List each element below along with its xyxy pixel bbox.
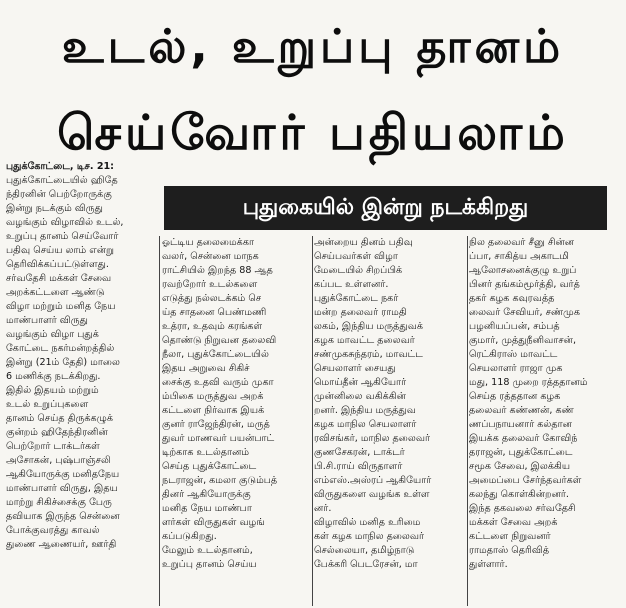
- article-line: ரவற்றோர் உடல்களை: [162, 279, 258, 290]
- article-line: விழாவில் மனித உரிமை: [314, 517, 421, 528]
- article-line: லைவர் சேவியர், சண்முக: [469, 307, 580, 318]
- article-line: மது, 118 முறை ரத்ததானம்: [469, 377, 588, 388]
- article-line: சண்முகசுந்தரம், மாவட்ட: [314, 349, 423, 360]
- article-line: தகர் கழக கவுரவத்த: [469, 293, 555, 304]
- article-line: கப்பட உள்ளனர்.: [314, 279, 389, 290]
- article-line: உத்ரா, உதவும் கரங்கள்: [162, 321, 263, 332]
- article-line: 6 மணிக்கு நடக்கிறது.: [6, 371, 101, 382]
- column-divider: [467, 236, 468, 606]
- article-line: பழனியப்பன், சம்பத்: [469, 321, 560, 332]
- article-line: தொண்டு நிறுவன தலைவி: [162, 335, 277, 346]
- headline-line-2: செய்வோர் பதியலாம்: [57, 105, 569, 161]
- article-line: நில தலைவர் சீனு சின்ன: [469, 237, 575, 248]
- article-line: ஆகியோருக்கு மனிதநேய: [6, 469, 120, 480]
- article-column-4: [469, 236, 621, 606]
- article-line: றனர். இந்திய மருத்துவ: [314, 405, 416, 416]
- article-line: எடுத்து நல்லடக்கம் செ: [162, 293, 262, 304]
- article-line: புதுக்கோட்டையில் ஹிதே: [6, 175, 118, 186]
- article-line: வழங்கும் விழாவில் உடல்,: [6, 217, 124, 228]
- article-line: உறுப்பு தானம் செய்ய: [162, 559, 257, 570]
- article-line: வலர், சென்னை மாநக: [162, 251, 259, 262]
- article-line: குணசேகரன், டாக்டர்: [314, 447, 405, 458]
- article-line: துள்ளார்.: [469, 559, 508, 570]
- article-line: செயலாளர் ராஜா முக: [469, 363, 563, 374]
- article-line: ரெட்கிராஸ் மாவட்ட: [469, 349, 558, 360]
- article-line: அமைப்பை சேர்ந்தவர்கள்: [469, 475, 582, 486]
- article-line: புதுக்கோட்டை நகர்: [314, 293, 399, 304]
- article-line: கட்டளை நிறுவனர்: [469, 531, 551, 542]
- article-line: தலைவர் கண்ணன், கண்: [469, 405, 574, 416]
- article-line: நடராஜன், கமலா குடும்பத்: [162, 475, 278, 486]
- article-line: செய்த புதுக்கோட்டை: [162, 461, 257, 472]
- column-divider: [312, 236, 313, 606]
- article-line: செல்லையா, தமிழ்நாடு: [314, 545, 415, 556]
- article-line: செய்த ரத்ததான கழக: [469, 391, 561, 402]
- article-line: ராமதாஸ் தெரிவித்: [469, 545, 550, 556]
- article-line: நீலா, புதுக்கோட்டையில்: [162, 349, 269, 360]
- article-line: பினர் தங்கம்மூர்த்தி, வர்த்: [469, 279, 580, 290]
- article-line: கழக மாநில செயலாளர்: [314, 419, 417, 430]
- article-line: போக்குவரத்து காவல்: [6, 525, 100, 536]
- article-line: டிற்காக உடல்தானம்: [162, 447, 250, 458]
- article-line: ஓட்டிய தலைமைக்கா: [162, 237, 254, 248]
- article-line: இதய அறுவை சிகிச்: [162, 363, 250, 374]
- article-line: ணப்பநாயனார் கல்தான: [469, 419, 572, 430]
- article-column-2: [162, 236, 310, 606]
- article-line: அசோகன், புஷ்பாஞ்சலி: [6, 455, 111, 466]
- article-line: ளர்கள் விருதுகள் வழங்: [162, 517, 265, 528]
- article-line: பெற்றோர் டாக்டர்கள்: [6, 441, 100, 452]
- article-line: இயக்க தலைவர் கோவிந்: [469, 433, 578, 444]
- headline-line-1: உடல், உறுப்பு தானம்: [61, 19, 565, 73]
- article-line: தெரிவிக்கப்பட்டுள்ளது.: [6, 259, 109, 270]
- article-line: ராட்சியில் இறந்த 88 ஆத: [162, 265, 273, 276]
- article-line: கழக மாவட்ட தலைவர்: [314, 335, 415, 346]
- article-line: தராஜன், புதுக்கோட்டை: [469, 447, 573, 458]
- article-line: சர்வதேசி மக்கள் சேவை: [6, 273, 112, 284]
- article-line: கோட்டை நகர்மன்றத்தில்: [6, 343, 115, 354]
- article-line: முன்னிலை வகிக்கின்: [314, 391, 406, 402]
- article-line: கப்படுகிறது.: [162, 531, 217, 542]
- article-line: துவர் மாணவர் பயன்பாட்: [162, 433, 275, 444]
- article-line: லகம், இந்திய மருத்துவக்: [314, 321, 424, 332]
- article-line: மன்ற தலைவர் ராமதி: [314, 307, 407, 318]
- article-line: செய்பவர்கள் விழா: [314, 251, 398, 262]
- article-line: சமூக சேவை, இலக்கிய: [469, 461, 571, 472]
- article-line: தினர் ஆகியோருக்கு: [162, 489, 251, 500]
- article-line: விழா மற்றும் மனித நேய: [6, 301, 116, 312]
- article-line: புதுக்கோட்டை, டிச. 21:: [6, 161, 115, 172]
- article-line: ரவிசங்கர், மாநில தலைவர்: [314, 433, 431, 444]
- article-line: கள் கழக மாநில தலைவர்: [314, 531, 425, 542]
- article-column-1: [6, 160, 158, 605]
- subheadline-banner: புதுகையில் இன்று நடக்கிறது: [164, 186, 607, 230]
- article-line: மேலும் உடல்தானம்,: [162, 545, 253, 556]
- article-line: பதிவு செய்ய லாம் என்று: [6, 245, 115, 256]
- article-line: உடல் உறுப்புகளை: [6, 399, 89, 410]
- article-line: துணை ஆணையர், ஊர்தி: [6, 539, 117, 550]
- article-line: மொய்தீன் ஆகியோர்: [314, 377, 407, 388]
- article-line: இன்று நடக்கும் விருது: [6, 203, 103, 214]
- article-line: இன்று (21ம் தேதி) மாலை: [6, 357, 120, 368]
- article-line: மனித நேய மாண்பா: [162, 503, 252, 514]
- article-column-3: [314, 236, 466, 606]
- article-line: செயலாளர் சையது: [314, 363, 396, 374]
- article-line: பேக்கரி பெடரேசன், மா: [314, 559, 418, 570]
- article-line: மேடையில் சிறப்பிக்: [314, 265, 403, 276]
- article-line: சைக்கு உதவி வரும் முகா: [162, 377, 274, 388]
- article-line: குன்றம் ஹிதேந்திரனின்: [6, 427, 108, 438]
- column-divider: [159, 236, 160, 606]
- article-line: இந்த தகவலை சர்வதேசி: [469, 503, 576, 514]
- article-line: குனர் ராஜேந்திரன், மருத்: [162, 419, 270, 430]
- article-line: கட்டளை நிர்வாக இயக்: [162, 405, 265, 416]
- article-line: தவியாக இருந்த சென்னை: [6, 511, 120, 522]
- article-line: மாண்பாளர் விருது, இதய: [6, 483, 118, 494]
- article-line: உறுப்பு தானம் செய்வோர்: [6, 231, 119, 242]
- article-line: தானம் செய்த திருக்கழுக்: [6, 413, 114, 424]
- article-line: னர்.: [314, 503, 332, 514]
- article-line: அன்றைய தினம் பதிவு: [314, 237, 413, 248]
- article-line: ம்பிகை மருத்துவ அறக்: [162, 391, 264, 402]
- article-line: கலந்து கொள்கின்றனர்.: [469, 489, 569, 500]
- article-line: பி.சி.ராய் விருதாளர்: [314, 461, 403, 472]
- article-line: வழங்கும் விழா புதுக்: [6, 329, 99, 340]
- article-line: குமார், முத்துநீனிவாசன்,: [469, 335, 577, 346]
- article-line: அறக்கட்டளை ஆண்டு: [6, 287, 105, 298]
- article-line: மாற்று சிகிச்சைக்கு பேரு: [6, 497, 112, 508]
- article-line: விருதுகளை வழங்க உள்ள: [314, 489, 430, 500]
- article-line: இதில் இதயம் மற்றும்: [6, 385, 99, 396]
- article-line: மக்கள் சேவை அறக்: [469, 517, 558, 528]
- article-line: மாண்பாளர் விருது: [6, 315, 88, 326]
- article-line: ஆலோசனைக்குழு உறுப்: [469, 265, 577, 276]
- article-line: ந்திரனின் பெற்றோருக்கு: [6, 189, 112, 200]
- article-line: ப்பா, சாகித்ய அகாடமி: [469, 251, 569, 262]
- article-line: ய்த சாதனை பெண்மணி: [162, 307, 267, 318]
- article-line: எம்எஸ்.அஸ்ரப் ஆகியோர்: [314, 475, 432, 486]
